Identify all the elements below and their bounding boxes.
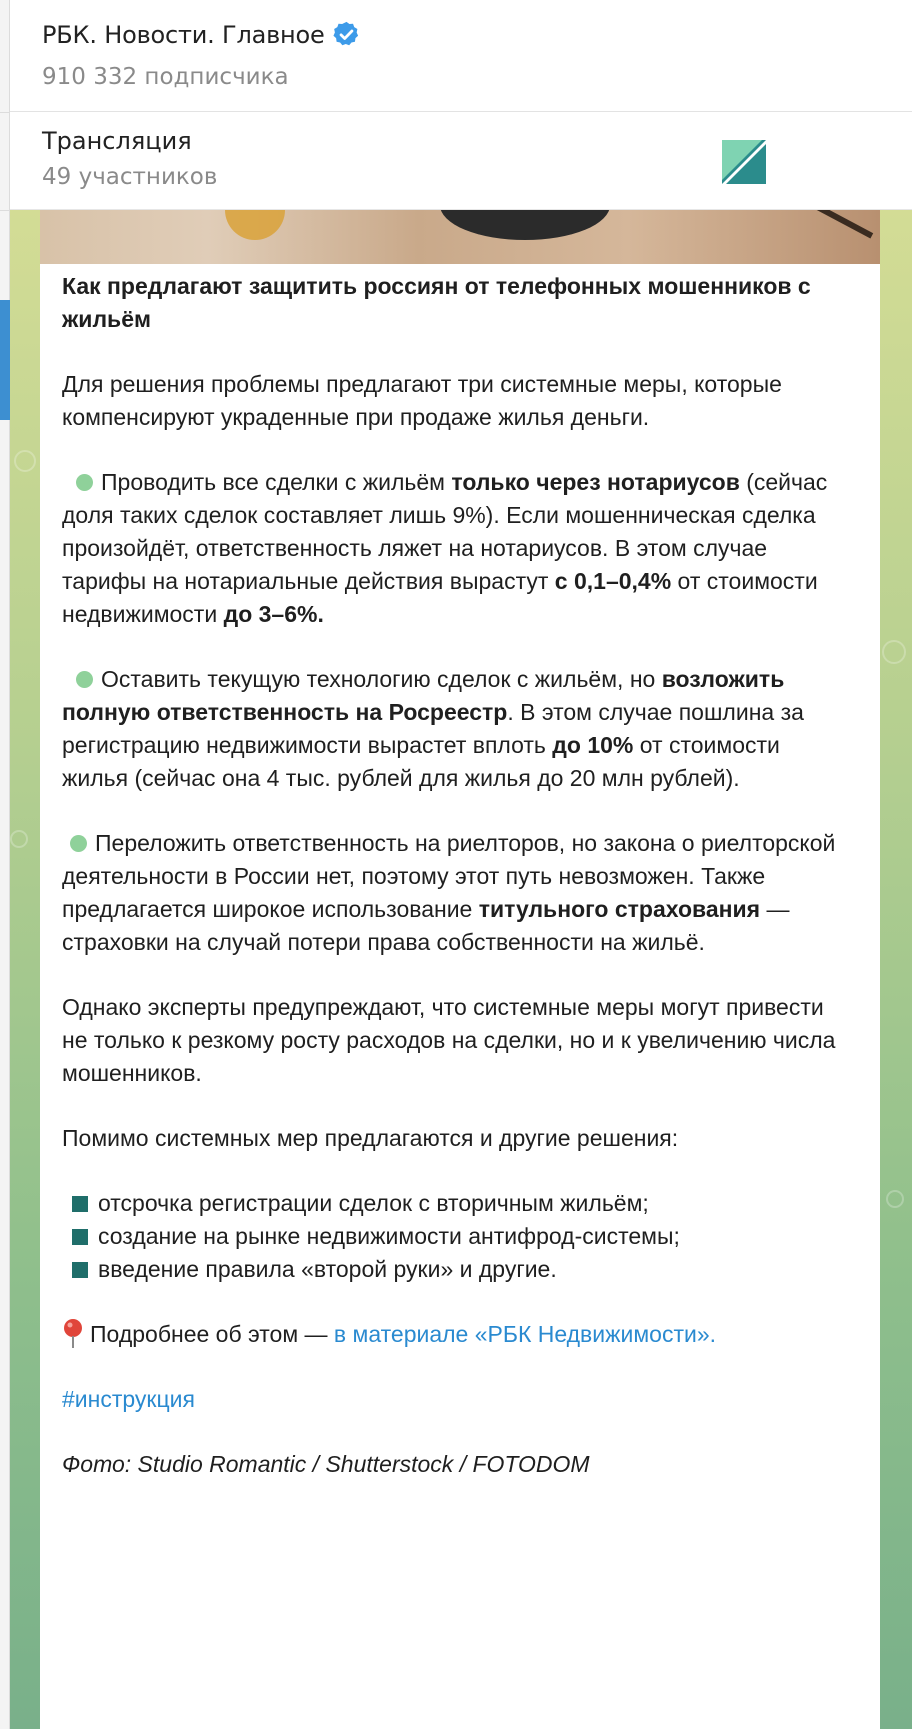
stream-participants: 49 участников (42, 164, 218, 190)
stream-title: Трансляция (42, 127, 192, 155)
other-solutions-list (62, 1187, 852, 1286)
list-item: введение правила «второй руки» и другие. (62, 1256, 557, 1282)
post-photo[interactable] (40, 210, 880, 264)
experts-warning: Однако эксперты предупреждают, что системные меры могут привести не только к резкому росту расходов на сделки, но и к увеличению числа мошенников. (62, 994, 836, 1086)
list-item: отсрочка регистрации сделок с вторичным жильём; (62, 1190, 649, 1216)
square-bullet-icon (72, 1196, 88, 1212)
message-bubble[interactable] (40, 210, 880, 1729)
read-more: Подробнее об этом — в материале «РБК Недвижимости». (62, 1318, 852, 1351)
post-title: Как предлагают защитить россиян от телефонных мошенников с жильём (62, 273, 811, 332)
chat-wallpaper (10, 210, 912, 1729)
message-text (62, 270, 852, 1513)
measure-notaries: Проводить все сделки с жильём только через нотариусов (сейчас доля таких сделок составляет лишь 9%). Если мошенническая сделка произойдёт, ответственность ляжет на нотариусов. В этом случае тарифы на нотариальные действия вырастут с 0,1–0,4% от стоимости недвижимости до 3–6%. (62, 469, 828, 627)
subscriber-count: 910 332 подписчика (42, 64, 289, 90)
background-window-edge (0, 0, 10, 1729)
other-solutions-intro: Помимо системных мер предлагаются и другие решения: (62, 1125, 679, 1151)
live-stream-bar[interactable] (10, 112, 912, 210)
channel-title[interactable]: РБК. Новости. Главное (42, 20, 325, 49)
list-item: создание на рынке недвижимости антифрод-системы; (62, 1223, 680, 1249)
measure-rosreestr: Оставить текущую технологию сделок с жильём, но возложить полную ответственность на Росреестр. В этом случае пошлина за регистрацию недвижимости вырастет вплоть до 10% от стоимости жилья (сейчас она 4 тыс. рублей для жилья до 20 млн рублей). (62, 666, 804, 791)
photo-credit: Фото: Studio Romantic / Shutterstock / FOTODOM (62, 1451, 590, 1477)
pushpin-icon (62, 1318, 84, 1348)
green-dot-icon (76, 474, 93, 491)
square-bullet-icon (72, 1262, 88, 1278)
channel-header[interactable] (10, 0, 912, 112)
selected-chat-indicator (0, 300, 10, 420)
rbc-logo-icon[interactable] (722, 140, 766, 184)
hashtag (62, 1383, 852, 1416)
measure-realtors: Переложить ответственность на риелторов, но закона о риелторской деятельности в России нет, поэтому этот путь невозможен. Также предлагается широкое использование титульного страхования — страховки на случай потери права собственности на жильё. (62, 830, 836, 955)
post-intro: Для решения проблемы предлагают три системные меры, которые компенсируют украденные при продаже жилья деньги. (62, 371, 782, 430)
square-bullet-icon (72, 1229, 88, 1245)
hashtag-link[interactable]: #инструкция (62, 1386, 195, 1412)
article-link[interactable]: в материале «РБК Недвижимости». (333, 1321, 717, 1347)
green-dot-icon (76, 671, 93, 688)
verified-badge-icon (332, 20, 361, 49)
green-dot-icon (70, 835, 87, 852)
channel-title-row (42, 20, 361, 49)
